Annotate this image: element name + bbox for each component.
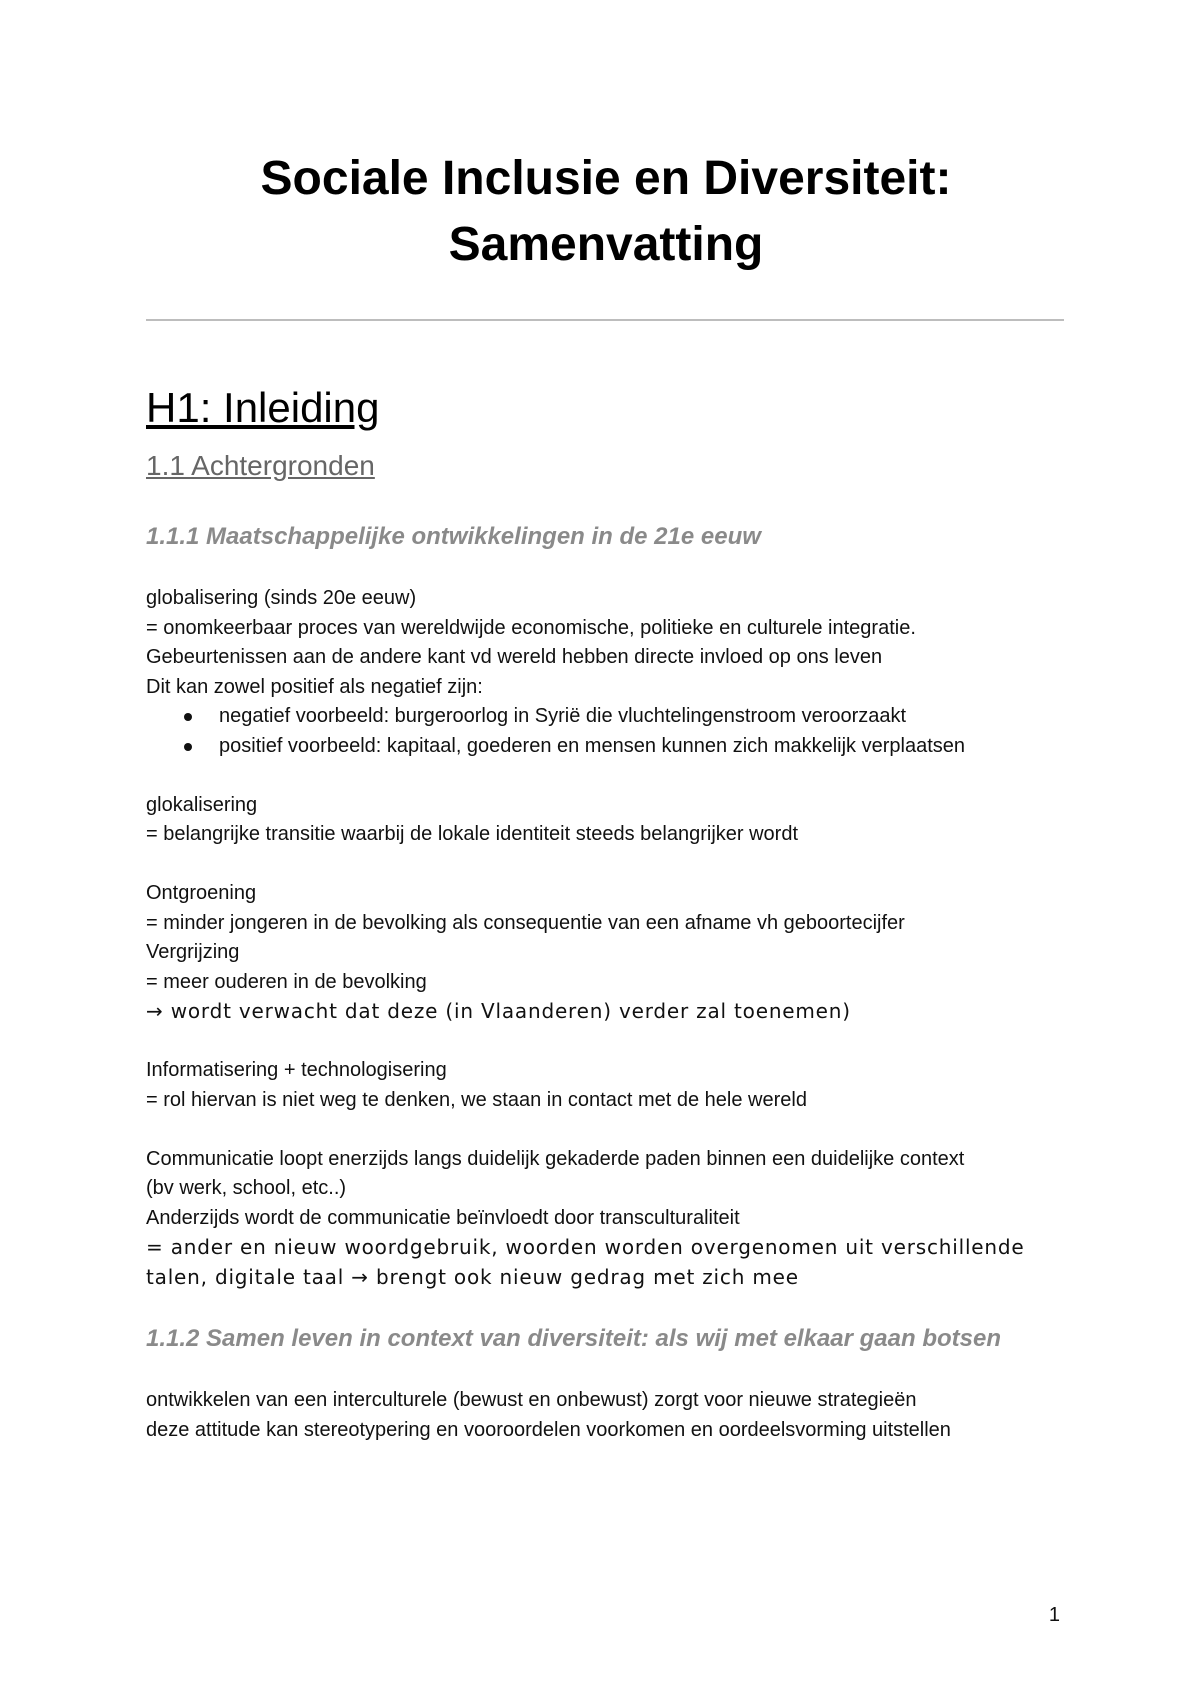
paragraph-line: glokalisering: [146, 793, 258, 816]
bullet-icon: [184, 713, 192, 721]
paragraph-line: Ontgroening: [146, 882, 257, 904]
document-title-line-2: Samenvatting: [448, 218, 764, 271]
heading-subsection-1: 1.1.1 Maatschappelijke ontwikkelingen in de 21e eeuw: [146, 523, 761, 550]
heading-subsection-2: 1.1.2 Samen leven in context van diversiteit: als wij met elkaar gaan botsen: [146, 1325, 1001, 1352]
paragraph-line: → wordt verwacht dat deze (in Vlaanderen) verder zal toenemen): [146, 999, 851, 1023]
paragraph-line: = ander en nieuw woordgebruik, woorden worden overgenomen uit verschillende: [146, 1235, 1025, 1259]
paragraph-line: = belangrijke transitie waarbij de lokale identiteit steeds belangrijker wordt: [146, 823, 799, 845]
page-number: 1: [1048, 1604, 1060, 1626]
paragraph-line: Informatisering + technologisering: [146, 1059, 447, 1081]
subsection-1-body: [146, 584, 1076, 1292]
paragraph-line: deze attitude kan stereotypering en vooroordelen voorkomen en oordeelsvorming uitstellen: [146, 1418, 951, 1441]
bullet-text: positief voorbeeld: kapitaal, goederen en mensen kunnen zich makkelijk verplaatsen: [219, 734, 966, 757]
document-title-line-1: Sociale Inclusie en Diversiteit:: [260, 152, 952, 205]
paragraph-line: ontwikkelen van een interculturele (bewust en onbewust) zorgt voor nieuwe strategieën: [146, 1389, 917, 1411]
paragraph-line: Anderzijds wordt de communicatie beïnvloedt door transculturaliteit: [146, 1206, 740, 1229]
heading-section: 1.1 Achtergronden: [146, 450, 375, 481]
bullet-item: [146, 702, 1076, 732]
paragraph-line: (bv werk, school, etc..): [146, 1177, 347, 1199]
paragraph-line: globalisering (sinds 20e eeuw): [146, 587, 417, 609]
paragraph-line: = onomkeerbaar proces van wereldwijde economische, politieke en culturele integratie.: [146, 616, 916, 639]
paragraph-line: Gebeurtenissen aan de andere kant vd wereld hebben directe invloed op ons leven: [146, 646, 883, 668]
heading-chapter: H1: Inleiding: [146, 384, 380, 431]
bullet-icon: [184, 743, 192, 751]
horizontal-divider: [146, 319, 1064, 321]
subsection-2-body: [146, 1386, 1076, 1445]
bullet-item: [146, 732, 1076, 762]
paragraph-line: talen, digitale taal → brengt ook nieuw gedrag met zich mee: [146, 1264, 799, 1289]
paragraph-line: Dit kan zowel positief als negatief zijn:: [146, 675, 483, 698]
paragraph-line: = rol hiervan is niet weg te denken, we staan in contact met de hele wereld: [146, 1088, 807, 1111]
paragraph-line: = minder jongeren in de bevolking als consequentie van een afname vh geboortecijfer: [146, 911, 905, 934]
paragraph-line: Communicatie loopt enerzijds langs duidelijk gekaderde paden binnen een duidelijke context: [146, 1147, 965, 1170]
paragraph-line: Vergrijzing: [146, 941, 240, 963]
bullet-text: negatief voorbeeld: burgeroorlog in Syrië die vluchtelingenstroom veroorzaakt: [219, 705, 907, 727]
paragraph-line: = meer ouderen in de bevolking: [146, 970, 427, 993]
